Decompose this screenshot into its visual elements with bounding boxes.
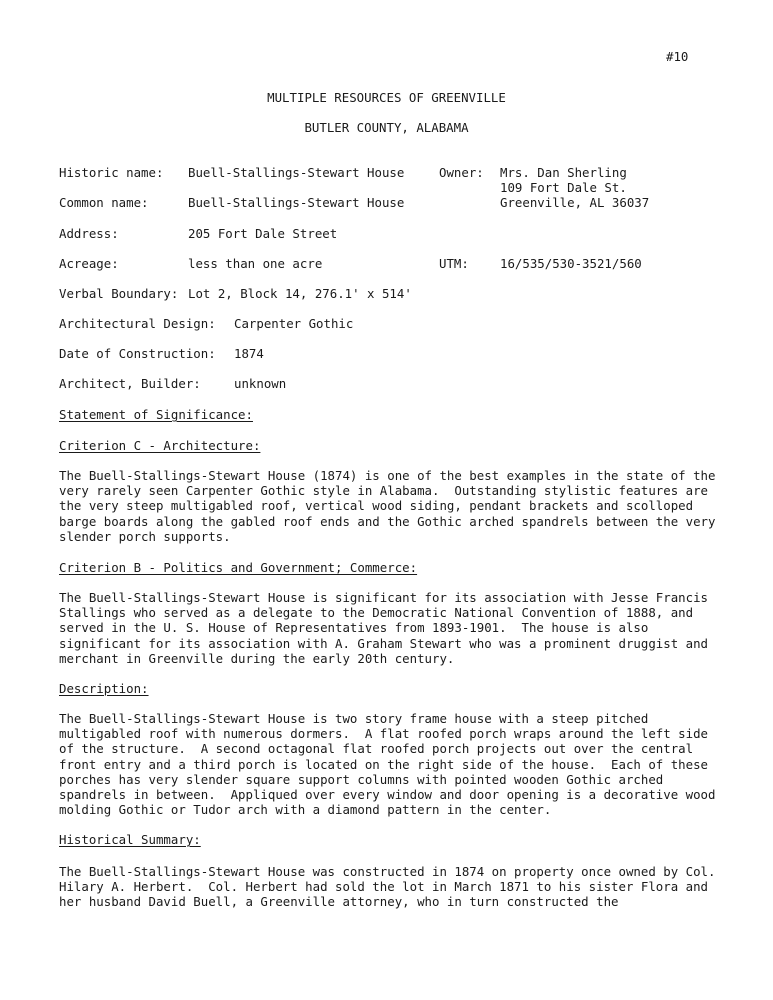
paragraph-line: barge boards along the gabled roof ends and the Gothic arched spandrels between the very	[59, 513, 716, 529]
paragraph-line: slender porch supports.	[59, 528, 231, 544]
document-title: MULTIPLE RESOURCES OF GREENVILLE	[267, 90, 506, 105]
criterion-b-paragraph	[59, 590, 731, 666]
description-heading: Description:	[59, 681, 149, 696]
architect-label: Architect, Builder:	[59, 376, 201, 391]
criterion-c-paragraph	[59, 468, 731, 544]
historical-summary-heading: Historical Summary:	[59, 832, 201, 847]
arch-design-value: Carpenter Gothic	[234, 316, 354, 331]
owner-label: Owner:	[439, 165, 484, 180]
description-paragraph	[59, 711, 731, 817]
paragraph-line: The Buell-Stallings-Stewart House is significant for its association with Jesse Francis	[59, 590, 709, 605]
paragraph-line: front entry and a third porch is located on the right side of the house. Each of these	[59, 756, 709, 772]
criterion-c-heading: Criterion C - Architecture:	[59, 438, 261, 453]
address-value: 205 Fort Dale Street	[188, 226, 338, 241]
common-name-label: Common name:	[59, 195, 149, 210]
historic-name-value: Buell-Stallings-Stewart House	[188, 165, 405, 180]
date-label: Date of Construction:	[59, 346, 216, 361]
paragraph-line: multigabled roof with numerous dormers. A flat roofed porch wraps around the left side	[59, 726, 709, 742]
page-number: #10	[666, 49, 689, 64]
paragraph-line: the very steep multigabled roof, vertical wood siding, pendant brackets and scolloped	[59, 498, 694, 514]
significance-heading: Statement of Significance:	[59, 407, 253, 422]
paragraph-line: significant for its association with A. Graham Stewart who was a prominent druggist and	[59, 635, 709, 651]
common-name-value: Buell-Stallings-Stewart House	[188, 195, 405, 210]
owner-line-2: 109 Fort Dale St.	[500, 180, 627, 195]
utm-label: UTM:	[439, 256, 469, 271]
date-value: 1874	[234, 346, 264, 361]
criterion-b-heading: Criterion B - Politics and Government; Commerce:	[59, 560, 418, 575]
paragraph-line: molding Gothic or Tudor arch with a diamond pattern in the center.	[59, 802, 552, 818]
paragraph-line: served in the U. S. House of Representatives from 1893-1901. The house is also	[59, 620, 649, 636]
utm-value: 16/535/530-3521/560	[500, 256, 642, 271]
paragraph-line: her husband David Buell, a Greenville attorney, who in turn constructed the	[59, 894, 619, 910]
document-subtitle: BUTLER COUNTY, ALABAMA	[304, 120, 469, 135]
paragraph-line: of the structure. A second octagonal flat roofed porch projects out over the central	[59, 741, 694, 757]
paragraph-line: porches has very slender square support columns with pointed wooden Gothic arched	[59, 771, 664, 787]
paragraph-line: Stallings who served as a delegate to the Democratic National Convention of 1888, and	[59, 605, 694, 621]
arch-design-label: Architectural Design:	[59, 316, 216, 331]
verbal-boundary-label: Verbal Boundary:	[59, 286, 179, 301]
paragraph-line: very rarely seen Carpenter Gothic style in Alabama. Outstanding stylistic features are	[59, 483, 709, 499]
verbal-boundary-value: Lot 2, Block 14, 276.1' x 514'	[188, 286, 412, 301]
address-label: Address:	[59, 226, 119, 241]
paragraph-line: spandrels in between. Appliqued over every window and door opening is a decorative wood	[59, 787, 716, 803]
paragraph-line: The Buell-Stallings-Stewart House (1874) is one of the best examples in the state of the	[59, 468, 716, 483]
architect-value: unknown	[234, 376, 287, 391]
paragraph-line: merchant in Greenville during the early 20th century.	[59, 650, 455, 666]
acreage-value: less than one acre	[188, 256, 323, 271]
historic-name-label: Historic name:	[59, 165, 164, 180]
paragraph-line: Hilary A. Herbert. Col. Herbert had sold the lot in March 1871 to his sister Flora and	[59, 879, 709, 895]
owner-line-3: Greenville, AL 36037	[500, 195, 650, 210]
historical-summary-paragraph	[59, 864, 731, 910]
paragraph-line: The Buell-Stallings-Stewart House is two story frame house with a steep pitched	[59, 711, 649, 726]
acreage-label: Acreage:	[59, 256, 119, 271]
owner-line-1: Mrs. Dan Sherling	[500, 165, 627, 180]
paragraph-line: The Buell-Stallings-Stewart House was constructed in 1874 on property once owned by Col.	[59, 864, 716, 879]
